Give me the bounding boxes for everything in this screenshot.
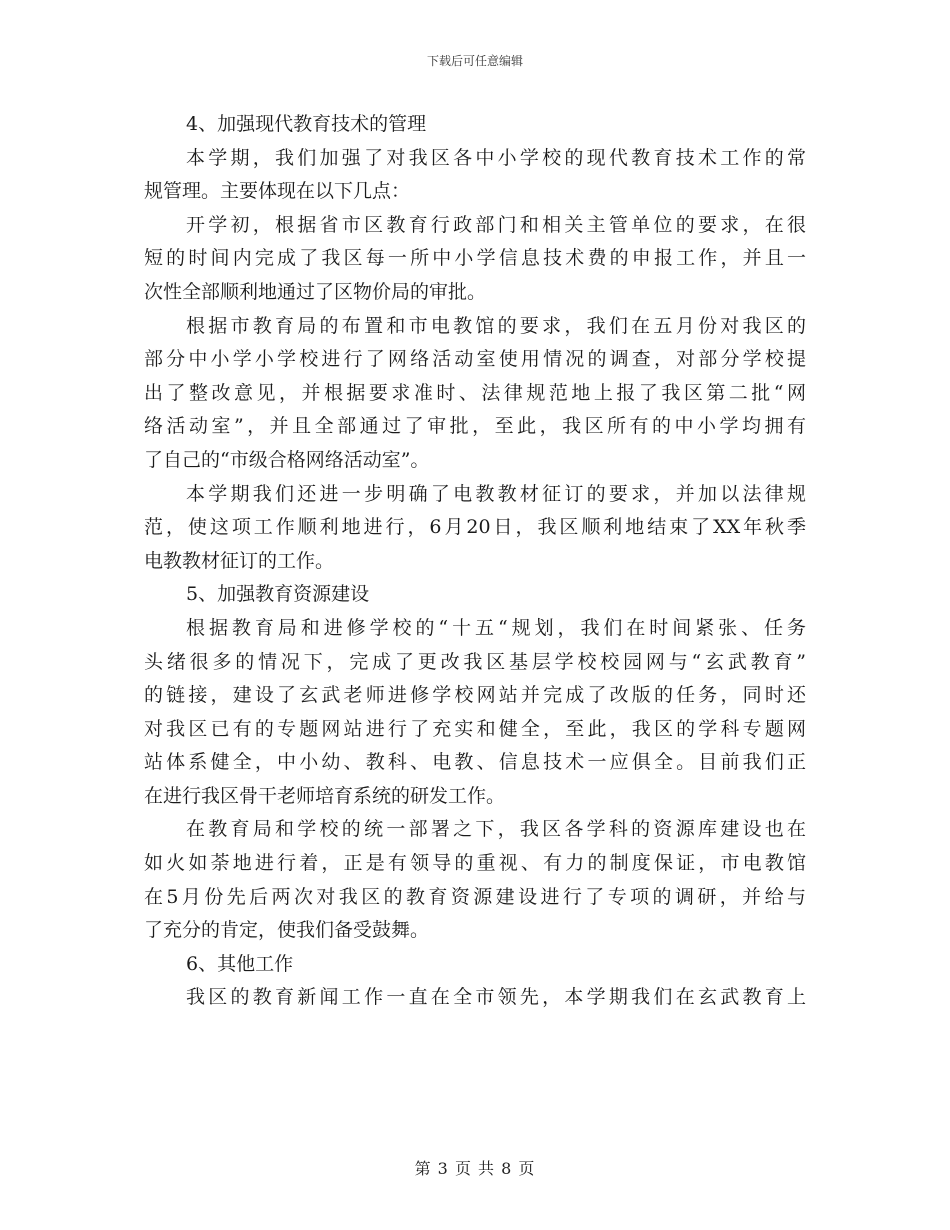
- paragraph-line: 在教育局和学校的统一部署之下，我区各学科的资源库建设也在: [186, 818, 806, 841]
- paragraph-line: 头绪很多的情况下，完成了更改我区基层学校校园网与“玄武教育”: [144, 650, 806, 673]
- paragraph-line: 出了整改意见，并根据要求准时、法律规范地上报了我区第二批“网: [144, 381, 806, 404]
- page-footer: 第 3 页 共 8 页: [414, 1159, 536, 1178]
- paragraph-line: 我区的教育新闻工作一直在全市领先，本学期我们在玄武教育上: [186, 986, 806, 1009]
- paragraph-line: 在5月份先后两次对我区的教育资源建设进行了专项的调研，并给与: [144, 885, 806, 908]
- document-body: [144, 108, 806, 1015]
- paragraph-line: 短的时间内完成了我区每一所中小学信息技术费的申报工作，并且一: [144, 247, 806, 270]
- paragraph-line: 站体系健全，中小幼、教科、电教、信息技术一应俱全。目前我们正: [144, 751, 806, 774]
- paragraph-line: 了充分的肯定，使我们备受鼓舞。: [144, 919, 430, 942]
- paragraph-line: 络活动室”，并且全部通过了审批，至此，我区所有的中小学均拥有: [144, 415, 806, 438]
- paragraph-line: 开学初，根据省市区教育行政部门和相关主管单位的要求，在很: [186, 213, 806, 236]
- paragraph-line: 规管理。主要体现在以下几点：: [144, 180, 411, 203]
- paragraph-line: 的链接，建设了玄武老师进修学校网站并完成了改版的任务，同时还: [144, 684, 806, 707]
- paragraph-line: 电教教材征订的工作。: [144, 549, 335, 572]
- page-header: 下载后可任意编辑: [426, 54, 523, 68]
- section-heading-6: 6、其他工作: [186, 952, 294, 975]
- section-heading-4: 4、加强现代教育技术的管理: [186, 113, 427, 135]
- paragraph-line: 次性全部顺利地通过了区物价局的审批。: [144, 280, 487, 303]
- paragraph-line: 根据教育局和进修学校的“十五“规划，我们在时间紧张、任务: [186, 616, 806, 639]
- paragraph-line: 如火如荼地进行着，正是有领导的重视、有力的制度保证，市电教馆: [144, 852, 806, 875]
- paragraph-line: 部分中小学小学校进行了网络活动室使用情况的调查，对部分学校提: [144, 348, 806, 371]
- paragraph-line: 在进行我区骨干老师培育系统的研发工作。: [144, 784, 506, 807]
- paragraph-line: 本学期我们还进一步明确了电教教材征订的要求，并加以法律规: [186, 482, 806, 505]
- paragraph-line: 了自己的“市级合格网络活动室”。: [144, 448, 430, 471]
- section-heading-5: 5、加强教育资源建设: [186, 583, 370, 606]
- paragraph-line: 本学期，我们加强了对我区各中小学校的现代教育技术工作的常: [186, 146, 806, 169]
- paragraph-line: 根据市教育局的布置和市电教馆的要求，我们在五月份对我区的: [186, 314, 806, 337]
- paragraph-line: 范，使这项工作顺利地进行，6月20日，我区顺利地结束了XX年秋季: [144, 516, 806, 539]
- paragraph-line: 对我区已有的专题网站进行了充实和健全，至此，我区的学科专题网: [144, 717, 806, 740]
